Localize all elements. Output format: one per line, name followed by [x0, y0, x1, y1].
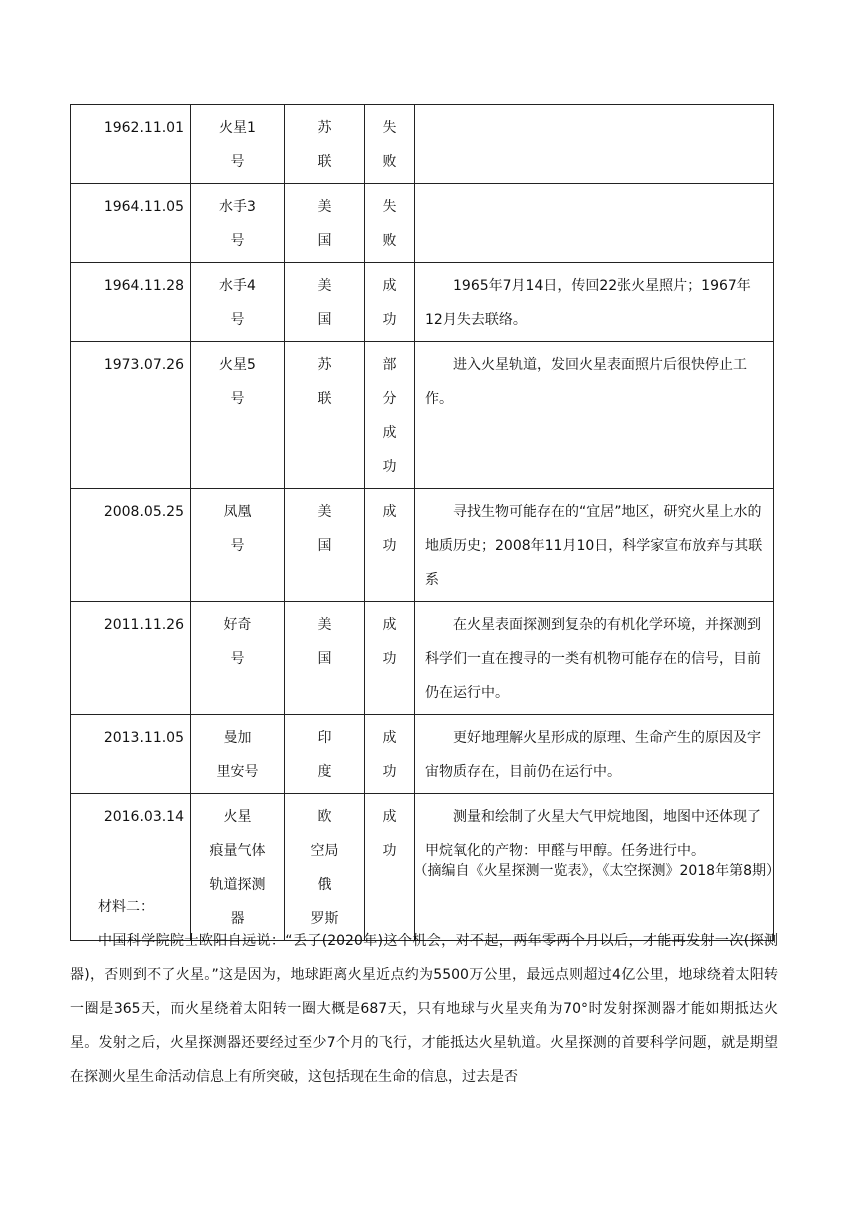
result-cell-line: 成: [382, 425, 397, 441]
mission-note-text: 进入火星轨道，发回火星表面照片后很快停止工作。: [425, 357, 747, 407]
mission-note-cell: [415, 489, 774, 602]
source-citation: （摘编自《火星探测一览表》，《太空探测》2018年第8期）: [413, 863, 780, 879]
mission-note-cell: [415, 263, 774, 342]
country-cell-line: 联: [317, 154, 332, 170]
table-row: [71, 715, 774, 794]
mission-note-cell: [415, 184, 774, 263]
launch-date-cell: 1964.11.05: [71, 184, 191, 263]
mission-note-text: 1965年7月14日，传回22张火星照片；1967年12月失去联络。: [425, 278, 751, 328]
mission-note-text: 更好地理解火星形成的原理、生命产生的原因及宇宙物质存在，目前仍在运行中。: [425, 730, 761, 780]
probe-name-cell-line: 火星5: [219, 357, 256, 373]
table-row: [71, 105, 774, 184]
result-cell-line: 功: [382, 312, 397, 328]
result-cell-line: 功: [382, 843, 397, 859]
result-cell-line: 成: [382, 809, 397, 825]
probe-name-cell-line: 好奇: [223, 617, 252, 633]
mission-note-cell: [415, 105, 774, 184]
mission-note-cell: [415, 342, 774, 489]
result-cell-line: 功: [382, 538, 397, 554]
table-row: [71, 342, 774, 489]
result-cell: [365, 602, 415, 715]
country-cell-line: 空局: [310, 843, 339, 859]
mission-note-text: 寻找生物可能存在的“宜居”地区，研究火星上水的地质历史；2008年11月10日，科学家宣布放弃与其联系: [425, 504, 763, 588]
country-cell-line: 印: [317, 730, 332, 746]
launch-date-cell: 2013.11.05: [71, 715, 191, 794]
result-cell-line: 功: [382, 459, 397, 475]
country-cell-line: 罗斯: [310, 911, 339, 927]
probe-name-cell-line: 轨道探测: [209, 877, 266, 893]
country-cell-line: 苏: [317, 120, 332, 136]
result-cell-line: 功: [382, 764, 397, 780]
probe-name-cell-line: 号: [230, 233, 245, 249]
launch-date-cell: 1973.07.26: [71, 342, 191, 489]
launch-date-cell: 1964.11.28: [71, 263, 191, 342]
mission-note-text: 在火星表面探测到复杂的有机化学环境，并探测到科学们一直在搜寻的一类有机物可能存在的信号，目前仍在运行中。: [425, 617, 761, 701]
result-cell: [365, 105, 415, 184]
country-cell: [285, 602, 365, 715]
country-cell: [285, 489, 365, 602]
country-cell-line: 俄: [317, 877, 332, 893]
mars-missions-table-wrap: [70, 104, 773, 941]
result-cell-line: 分: [382, 391, 397, 407]
result-cell-line: 成: [382, 504, 397, 520]
country-cell-line: 联: [317, 391, 332, 407]
table-row: [71, 602, 774, 715]
country-cell: [285, 105, 365, 184]
mars-missions-table: [70, 104, 774, 941]
probe-name-cell: [191, 715, 285, 794]
country-cell-line: 国: [317, 538, 332, 554]
result-cell-line: 失: [382, 120, 397, 136]
probe-name-cell-line: 里安号: [216, 764, 259, 780]
probe-name-cell-line: 号: [230, 391, 245, 407]
probe-name-cell: [191, 489, 285, 602]
country-cell-line: 欧: [317, 809, 332, 825]
country-cell-line: 美: [317, 199, 332, 215]
result-cell-line: 成: [382, 617, 397, 633]
country-cell: [285, 184, 365, 263]
probe-name-cell-line: 号: [230, 538, 245, 554]
probe-name-cell: [191, 342, 285, 489]
probe-name-cell: [191, 105, 285, 184]
probe-name-cell-line: 器: [230, 911, 245, 927]
mission-note-cell: [415, 602, 774, 715]
country-cell-line: 度: [317, 764, 332, 780]
launch-date-cell: 2011.11.26: [71, 602, 191, 715]
mission-note-cell: [415, 715, 774, 794]
result-cell: [365, 715, 415, 794]
material-two-label: 材料二：: [98, 899, 154, 915]
country-cell-line: 苏: [317, 357, 332, 373]
result-cell-line: 部: [382, 357, 397, 373]
result-cell: [365, 489, 415, 602]
probe-name-cell-line: 水手3: [219, 199, 256, 215]
material-two-body: 中国科学院院士欧阳自远说：“丢了(2020年)这个机会，对不起，两年零两个月以后，才能再发射一次(探测器)，否则到不了火星。”这是因为，地球距离火星近点约为5500万公里，最远点则超过4亿公里，地球绕着太阳转一圈是365天，而火星绕着太阳转一圈大概是687天，只有地球与火星夹角为70°时发射探测器才能如期抵达火星。发射之后，火星探测器还要经过至少7个月的飞行，才能抵达火星轨道。火星探测的首要科学问题，就是期望在探测火星生命活动信息上有所突破，这包括现在生命的信息，过去是否: [70, 933, 778, 1085]
table-row: [71, 489, 774, 602]
table-body: [71, 105, 774, 941]
result-cell-line: 成: [382, 278, 397, 294]
table-row: [71, 184, 774, 263]
probe-name-cell-line: 号: [230, 651, 245, 667]
country-cell-line: 国: [317, 233, 332, 249]
country-cell: [285, 263, 365, 342]
probe-name-cell-line: 火星1: [219, 120, 256, 136]
country-cell-line: 美: [317, 278, 332, 294]
result-cell: [365, 263, 415, 342]
result-cell-line: 败: [382, 154, 397, 170]
probe-name-cell-line: 火星: [223, 809, 252, 825]
country-cell: [285, 342, 365, 489]
launch-date-cell: 1962.11.01: [71, 105, 191, 184]
country-cell: [285, 715, 365, 794]
result-cell-line: 功: [382, 651, 397, 667]
launch-date-cell: 2008.05.25: [71, 489, 191, 602]
result-cell-line: 成: [382, 730, 397, 746]
probe-name-cell-line: 水手4: [219, 278, 256, 294]
probe-name-cell-line: 曼加: [223, 730, 252, 746]
probe-name-cell-line: 号: [230, 154, 245, 170]
probe-name-cell-line: 痕量气体: [209, 843, 266, 859]
country-cell-line: 国: [317, 312, 332, 328]
launch-date-cell: 2016.03.14: [71, 794, 191, 941]
country-cell-line: 国: [317, 651, 332, 667]
country-cell-line: 美: [317, 504, 332, 520]
mission-note-text: 测量和绘制了火星大气甲烷地图，地图中还体现了甲烷氧化的产物：甲醛与甲醇。任务进行中。: [425, 809, 761, 859]
result-cell-line: 败: [382, 233, 397, 249]
table-row: [71, 263, 774, 342]
probe-name-cell: [191, 184, 285, 263]
result-cell: [365, 342, 415, 489]
country-cell-line: 美: [317, 617, 332, 633]
result-cell-line: 失: [382, 199, 397, 215]
result-cell: [365, 184, 415, 263]
probe-name-cell-line: 号: [230, 312, 245, 328]
probe-name-cell: [191, 602, 285, 715]
probe-name-cell-line: 凤凰: [223, 504, 252, 520]
probe-name-cell: [191, 263, 285, 342]
